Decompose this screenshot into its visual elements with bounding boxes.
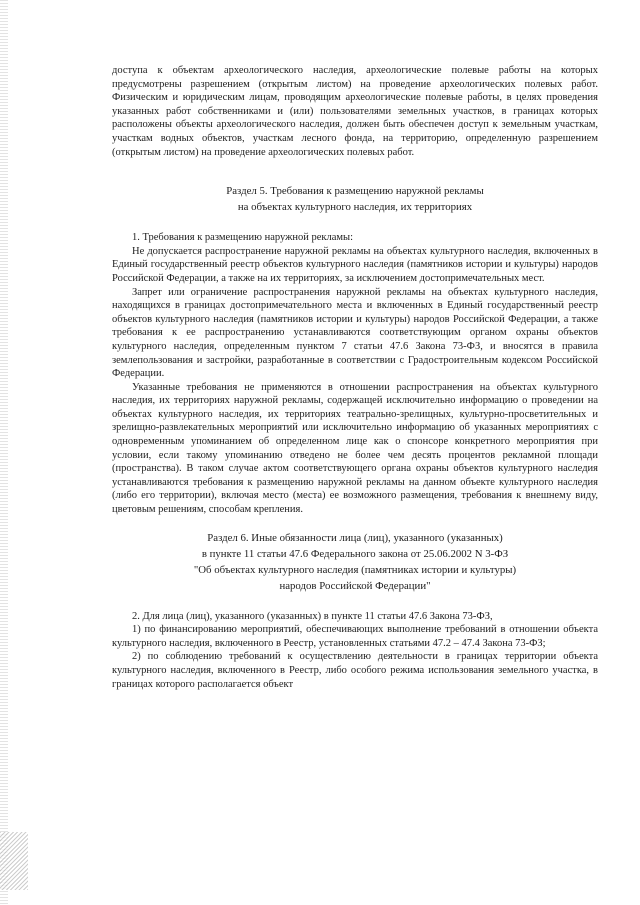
scan-artifact (0, 832, 28, 890)
section5-item1-title: 1. Требования к размещению наружной рекламы: (132, 232, 353, 244)
section6-subitem: 2) по соблюдению требований к осуществлению деятельности в границах территории объекта культурного наследия, включенного в Реестр, либо особого режима использования земельного участка, в границах которого располагается объект (112, 651, 598, 690)
section5-paragraph: Запрет или ограничение распространения наружной рекламы на объектах культурного наследия, находящихся в границах достопримечательного места и включенных в Единый государственный реестр объектов культурного наследия (памятников истории и культуры) народов Российской Федерации, а также требования к ее распространению устанавливаются соответствующим органом охраны объектов культурного наследия, определенным пунктом 7 статьи 47.6 Закона 73-ФЗ, и вносятся в правила землепользования и застройки, разработанные в соответствии с Градостроительным кодексом Российской Федерации. (112, 286, 598, 380)
section6-heading-line: Раздел 6. Иные обязанности лица (лиц), указанного (указанных) (207, 531, 503, 544)
intro-paragraph: доступа к объектам археологического наследия, археологические полевые работы на которых предусмотрены разрешением (открытым листом) на проведение археологических полевых работ. Физическим и юридическим лицам, проводящим археологические полевые работы, в целях проведения указанных работ собственниками и (или) пользователями земельных участков, в границах которых расположены объекты археологического наследия, должен быть обеспечен доступ к земельным участкам, участкам водных объектов, участкам лесного фонда, на территорию, определенную разрешением (открытым листом) на проведение археологических полевых работ. (112, 65, 598, 158)
section5-paragraph: Указанные требования не применяются в отношении распространения на объектах культурного наследия, их территориях наружной рекламы, содержащей исключительно информацию о проведении на объектах культурного наследия, их территориях театрально-зрелищных, культурно-просветительных и зрелищно-развлекательных мероприятий или исключительно информацию об указанных мероприятиях с одновременным упоминанием об определенном лице как о спонсоре конкретного мероприятия при условии, если такому упоминанию отведено не более чем десять процентов рекламной площади (пространства). В таком случае актом соответствующего органа охраны объектов культурного наследия устанавливаются требования к размещению наружной рекламы на данном объекте культурного наследия (либо его территории), включая место (места) ее возможного размещения, требования к внешнему виду, цветовым решениям, способам крепления. (112, 381, 598, 516)
scan-left-edge (0, 0, 8, 905)
section6-heading-line: в пункте 11 статьи 47.6 Федерального закона от 25.06.2002 N 3-ФЗ (201, 547, 509, 560)
section5-paragraph: Не допускается распространение наружной рекламы на объектах культурного наследия, включенных в Единый государственный реестр объектов культурного наследия (памятников истории и культуры) народов Российской Федерации, а также на их территориях, за исключением достопримечательных мест. (112, 245, 598, 284)
document-page (112, 64, 598, 691)
section6-subitem: 1) по финансированию мероприятий, обеспечивающих выполнение требований в отношении объекта культурного наследия, включенного в Реестр, установленных статьями 47.2 – 47.4 Закона 73-ФЗ; (112, 624, 598, 649)
section6-heading-line: "Об объектах культурного наследия (памятниках истории и культуры) (193, 563, 517, 576)
section6-heading (112, 530, 598, 594)
section6-heading-line: народов Российской Федерации" (279, 579, 431, 592)
section5-heading-line: Раздел 5. Требования к размещению наружной рекламы (226, 185, 484, 198)
section5-heading-line: на объектах культурного наследия, их территориях (237, 201, 473, 214)
section6-item2-title: 2. Для лица (лиц), указанного (указанных) в пункте 11 статьи 47.6 Закона 73-ФЗ, (132, 610, 493, 622)
section5-heading (112, 183, 598, 215)
